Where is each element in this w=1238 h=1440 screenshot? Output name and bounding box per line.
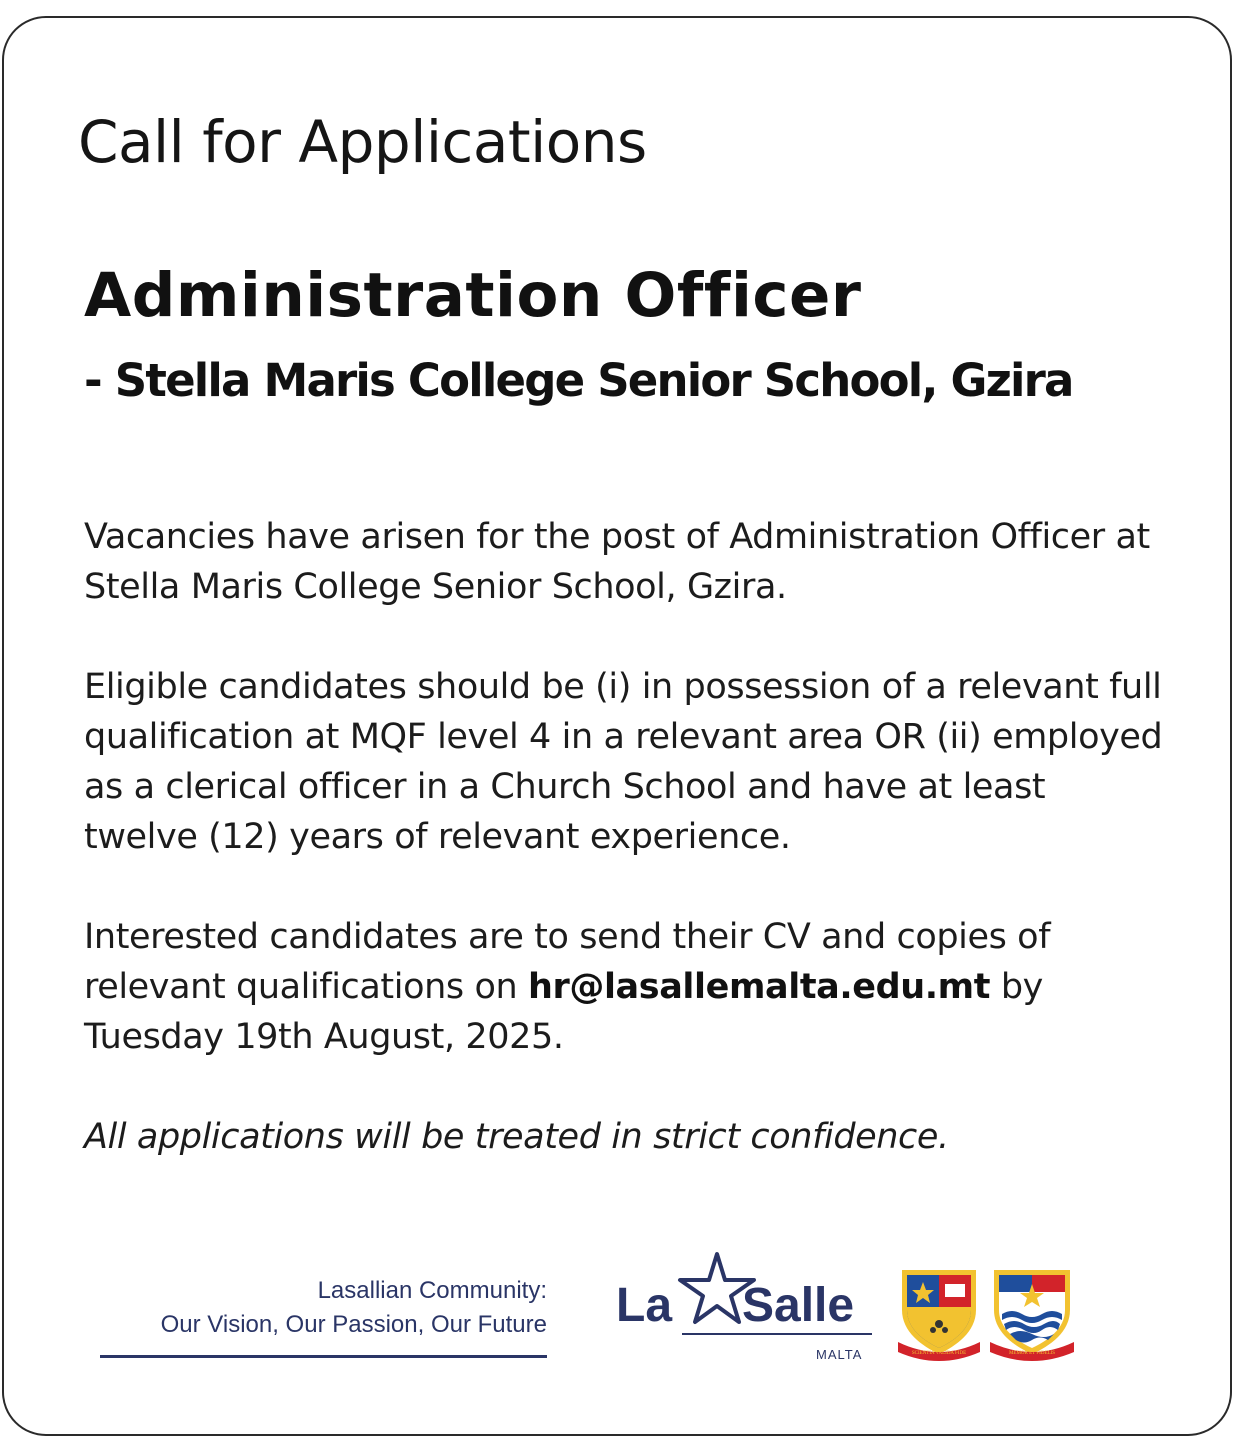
vacancy-paragraph: Vacancies have arisen for the post of Administration Officer at Stella Maris College Senior School, Gzira. [84,517,1150,607]
crest2-motto: MEMOR ET FIDELIS [1008,1351,1056,1356]
page-heading: Call for Applications [78,108,647,176]
tagline-underline [100,1355,547,1358]
tagline-line-2: Our Vision, Our Passion, Our Future [160,1311,547,1338]
tagline [100,1274,547,1342]
la-salle-malta-logo [612,1250,887,1365]
crest-book-icon [945,1284,965,1297]
deadline-text: by Tuesday 19th August, 2025. [84,967,1043,1057]
crest-memor-et-fidelis [988,1262,1076,1362]
logo-text-malta: MALTA [816,1347,863,1362]
confidentiality-note: All applications will be treated in strict confidence. [84,1117,949,1157]
post-subtitle: - Stella Maris College Senior School, Gzira [84,354,1073,407]
application-text: Interested candidates are to send their CV and copies of relevant qualifications on [84,917,1051,1007]
tagline-line-1: Lasallian Community: [317,1277,547,1304]
application-paragraph [84,912,1164,1062]
email-link[interactable]: hr@lasallemalta.edu.mt [527,967,991,1007]
crest-scientia-valida-fide [896,1262,982,1362]
logo-text-salle: Salle [742,1279,855,1332]
logo-text-la: La [616,1279,673,1332]
eligibility-paragraph: Eligible candidates should be (i) in possession of a relevant full qualification at MQF level 4 in a relevant area OR (ii) employed as a clerical officer in a Church School and have at least twelve (12) years of relevant experience. [84,667,1163,857]
post-title: Administration Officer [84,260,862,331]
crest1-motto: SCIENTIA VALIDA FIDE [911,1351,967,1356]
